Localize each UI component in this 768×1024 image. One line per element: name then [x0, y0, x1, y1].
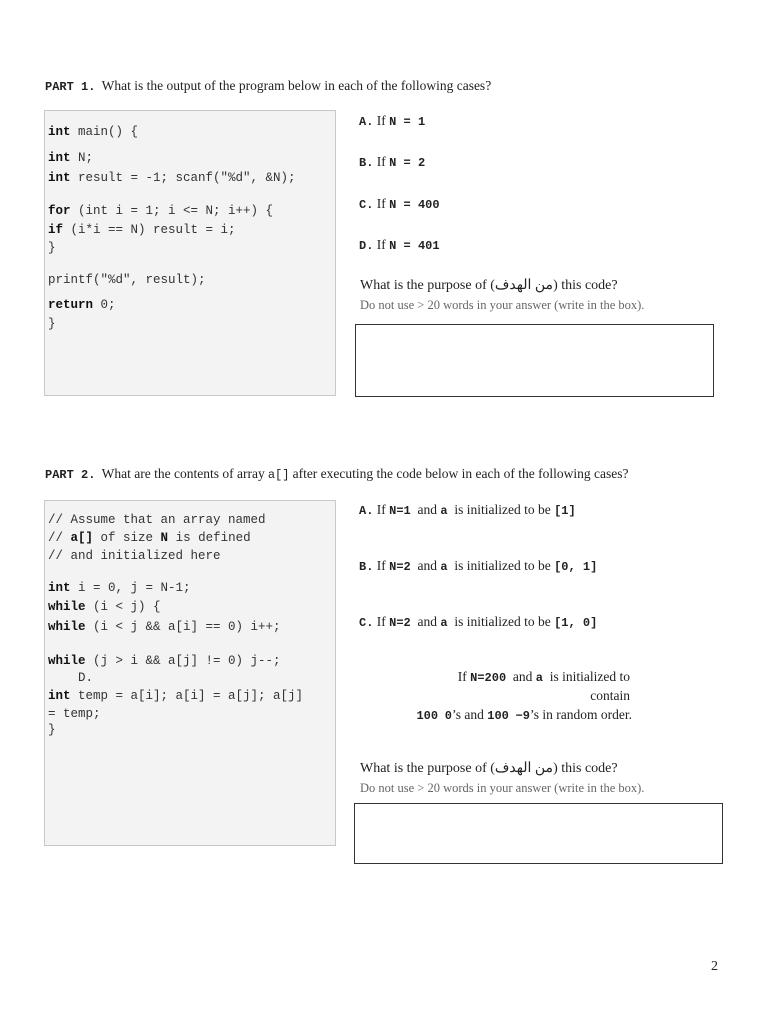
code-line: int temp = a[i]; a[i] = a[j]; a[j] [48, 689, 304, 703]
part2-case-d-line1: If N=200 and a is initialized to [457, 669, 630, 685]
page-number: 2 [711, 959, 718, 974]
part2-purpose-question: What is the purpose of (من الهدف) this code? [360, 761, 618, 776]
code-line: while (i < j) { [48, 600, 161, 614]
code-line: // Assume that an array named [48, 513, 266, 527]
part1-label: PART 1. [45, 80, 96, 94]
part1-code-box [44, 110, 336, 396]
part1-purpose-question: What is the purpose of (من الهدف) this code? [360, 278, 618, 293]
code-line: printf("%d", result); [48, 273, 206, 287]
code-line: int i = 0, j = N-1; [48, 581, 191, 595]
part1-case-a: A. If N = 1 [359, 113, 426, 129]
part2-code-box [44, 500, 336, 846]
part2-case-d-line2: contain [590, 688, 630, 703]
code-line: while (i < j && a[i] == 0) i++; [48, 620, 281, 634]
part2-case-c: C. If N=2 and a is initialized to be [1, 0] [359, 614, 598, 630]
code-line: } [48, 241, 56, 255]
part2-case-b: B. If N=2 and a is initialized to be [0, 1] [359, 558, 598, 574]
part2-heading [45, 466, 628, 482]
code-line: D. [48, 671, 94, 685]
part2-hint: Do not use > 20 words in your answer (write in the box). [360, 781, 645, 795]
part1-heading [45, 78, 491, 94]
part1-case-d: D. If N = 401 [359, 237, 440, 253]
part2-question-suffix: after executing the code below in each of the following cases? [292, 466, 629, 481]
part1-case-c: C. If N = 400 [359, 196, 440, 212]
code-line: } [48, 317, 56, 331]
code-line: while (j > i && a[j] != 0) j--; [48, 654, 281, 668]
code-line: // a[] of size N is defined [48, 531, 251, 545]
part1-case-b: B. If N = 2 [359, 154, 426, 170]
code-line: = temp; [48, 707, 101, 721]
part2-question-prefix: What are the contents of array [101, 466, 265, 481]
code-line: int result = -1; scanf("%d", &N); [48, 171, 296, 185]
part1-hint: Do not use > 20 words in your answer (write in the box). [360, 298, 645, 312]
code-line: if (i*i == N) result = i; [48, 223, 236, 237]
part2-case-d-line3: 100 0’s and 100 −9’s in random order. [416, 707, 632, 723]
code-line: for (int i = 1; i <= N; i++) { [48, 204, 274, 218]
code-line: // and initialized here [48, 549, 221, 563]
part1-answer-box[interactable] [355, 324, 714, 397]
code-line: int N; [48, 151, 94, 165]
code-line: return 0; [48, 298, 116, 312]
part2-answer-box[interactable] [354, 803, 723, 864]
part2-label: PART 2. [45, 468, 96, 482]
code-line: } [48, 723, 56, 737]
part1-question: What is the output of the program below in each of the following cases? [101, 78, 492, 93]
part2-case-a: A. If N=1 and a is initialized to be [1] [359, 502, 576, 518]
code-line: int main() { [48, 125, 139, 139]
part2-question-array: a[] [267, 468, 290, 482]
